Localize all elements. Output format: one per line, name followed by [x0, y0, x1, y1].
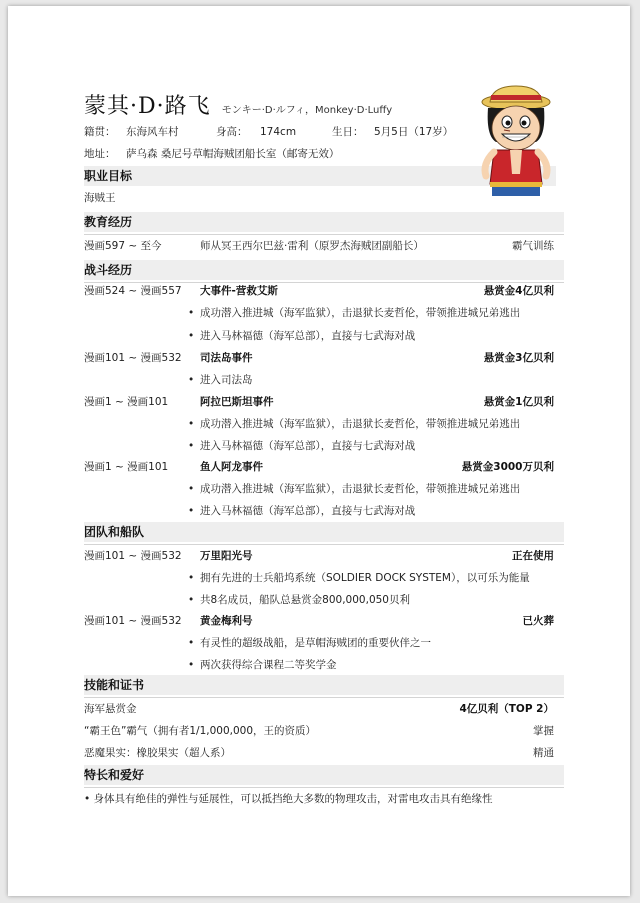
team-row — [84, 613, 554, 629]
skill-value: 精通 — [533, 747, 554, 759]
education-right: 霸气训练 — [512, 240, 554, 252]
battle-bullet-text: 成功潜入推进城（海军监狱），击退狱长麦哲伦，带领推进城兄弟逃出 — [200, 483, 521, 495]
hobby-row — [84, 791, 554, 807]
education-row — [84, 238, 554, 254]
address-label: 地址： — [84, 148, 116, 160]
avatar — [476, 84, 556, 196]
team-bullet-text: 两次获得综合课程二等奖学金 — [200, 659, 337, 671]
team-ship: 万里阳光号 — [200, 550, 253, 562]
name-title: 蒙其·D·路飞 — [84, 94, 211, 119]
basic-info-row — [84, 124, 453, 139]
chest — [510, 150, 522, 174]
battle-bullet-text: 成功潜入推进城（海军监狱），击退狱长麦哲伦，带领推进城兄弟逃出 — [200, 307, 521, 319]
alt-name: モンキー·D·ルフィ，Monkey·D·Luffy — [221, 105, 393, 116]
team-status: 正在使用 — [512, 550, 554, 562]
team-bullet-text: 拥有先进的士兵船坞系统（SOLDIER DOCK SYSTEM），以可乐为能量 — [200, 572, 530, 584]
team-bullet-text: 有灵性的超级战船，是草帽海贼团的重要伙伴之一 — [200, 637, 431, 649]
divider — [84, 697, 564, 698]
divider — [84, 234, 564, 235]
blue-shorts — [492, 187, 540, 196]
battle-period: 漫画1 ~ 漫画101 — [84, 461, 169, 473]
battle-event: 司法岛事件 — [200, 352, 253, 364]
divider — [84, 544, 564, 545]
section-team-title: 团队和船队 — [84, 522, 564, 542]
battle-period: 漫画1 ~ 漫画101 — [84, 396, 169, 408]
skill-label: 海军悬赏金 — [84, 703, 137, 715]
skill-row — [84, 723, 554, 739]
battle-event: 阿拉巴斯坦事件 — [200, 396, 274, 408]
hometown-value: 东海风车村 — [126, 126, 179, 138]
battle-event: 鱼人阿龙事件 — [200, 461, 263, 473]
section-skills-title: 技能和证书 — [84, 675, 564, 695]
birthday-label: 生日： — [332, 126, 364, 138]
address-value: 萨乌森 桑尼号草帽海贼团船长室（邮寄无效） — [126, 148, 340, 160]
education-period: 漫画597 ~ 至今 — [84, 240, 162, 252]
battle-bullet-text: 成功潜入推进城（海军监狱），击退狱长麦哲伦，带领推进城兄弟逃出 — [200, 418, 521, 430]
address-row — [84, 146, 339, 161]
skill-value: 4亿贝利（TOP 2） — [459, 703, 554, 715]
hobby-text: • 身体具有绝佳的弹性与延展性，可以抵挡绝大多数的物理攻击，对雷电攻击具有绝缘性 — [84, 793, 493, 805]
team-period: 漫画101 ~ 漫画532 — [84, 550, 182, 562]
career-goal-text: 海贼王 — [84, 192, 116, 204]
battle-bounty: 悬赏金3亿贝利 — [483, 352, 554, 364]
skill-row — [84, 701, 554, 717]
team-bullet-text: 共8名成员，船队总悬赏金800,000,050贝利 — [200, 594, 410, 606]
yellow-sash — [490, 182, 542, 187]
battle-bullet-text: 进入马林福德（海军总部），直接与七武海对战 — [200, 440, 416, 452]
battle-bullet-text: 进入马林福德（海军总部），直接与七武海对战 — [200, 330, 416, 342]
battle-period: 漫画524 ~ 漫画557 — [84, 285, 182, 297]
section-career-title: 职业目标 — [84, 166, 556, 186]
battle-bounty: 悬赏金4亿贝利 — [483, 285, 554, 297]
skill-label: 恶魔果实：橡胶果实（超人系） — [84, 747, 231, 759]
name-row — [84, 89, 392, 120]
battle-period: 漫画101 ~ 漫画532 — [84, 352, 182, 364]
skill-value: 掌握 — [533, 725, 554, 737]
height-value: 174cm — [260, 126, 297, 138]
battle-row — [84, 394, 554, 410]
battle-row — [84, 283, 554, 299]
hat-band — [491, 95, 541, 100]
education-desc: 师从冥王西尔巴兹·雷利（原罗杰海贼团副船长） — [200, 240, 424, 252]
team-ship: 黄金梅利号 — [200, 615, 253, 627]
section-hobbies-title: 特长和爱好 — [84, 765, 564, 785]
skill-row — [84, 745, 554, 761]
hometown-label: 籍贯： — [84, 126, 116, 138]
battle-bounty: 悬赏金3000万贝利 — [461, 461, 554, 473]
team-status: 已火葬 — [522, 615, 554, 627]
battle-bounty: 悬赏金1亿贝利 — [483, 396, 554, 408]
battle-row — [84, 459, 554, 475]
face — [492, 106, 540, 150]
birthday-value: 5月5日（17岁） — [374, 126, 454, 138]
section-battles-title: 战斗经历 — [84, 260, 564, 280]
battle-bullet-text: 进入司法岛 — [200, 374, 253, 386]
team-row — [84, 548, 554, 564]
battle-bullet-text: 进入马林福德（海军总部），直接与七武海对战 — [200, 505, 416, 517]
battle-row — [84, 350, 554, 366]
divider — [84, 787, 564, 788]
resume-page — [8, 6, 630, 896]
battle-event: 大事件-营救艾斯 — [200, 285, 278, 297]
team-period: 漫画101 ~ 漫画532 — [84, 615, 182, 627]
section-education-title: 教育经历 — [84, 212, 564, 232]
skill-label: “霸王色”霸气（拥有者1/1,000,000，王的资质） — [84, 725, 317, 737]
height-label: 身高： — [216, 126, 248, 138]
